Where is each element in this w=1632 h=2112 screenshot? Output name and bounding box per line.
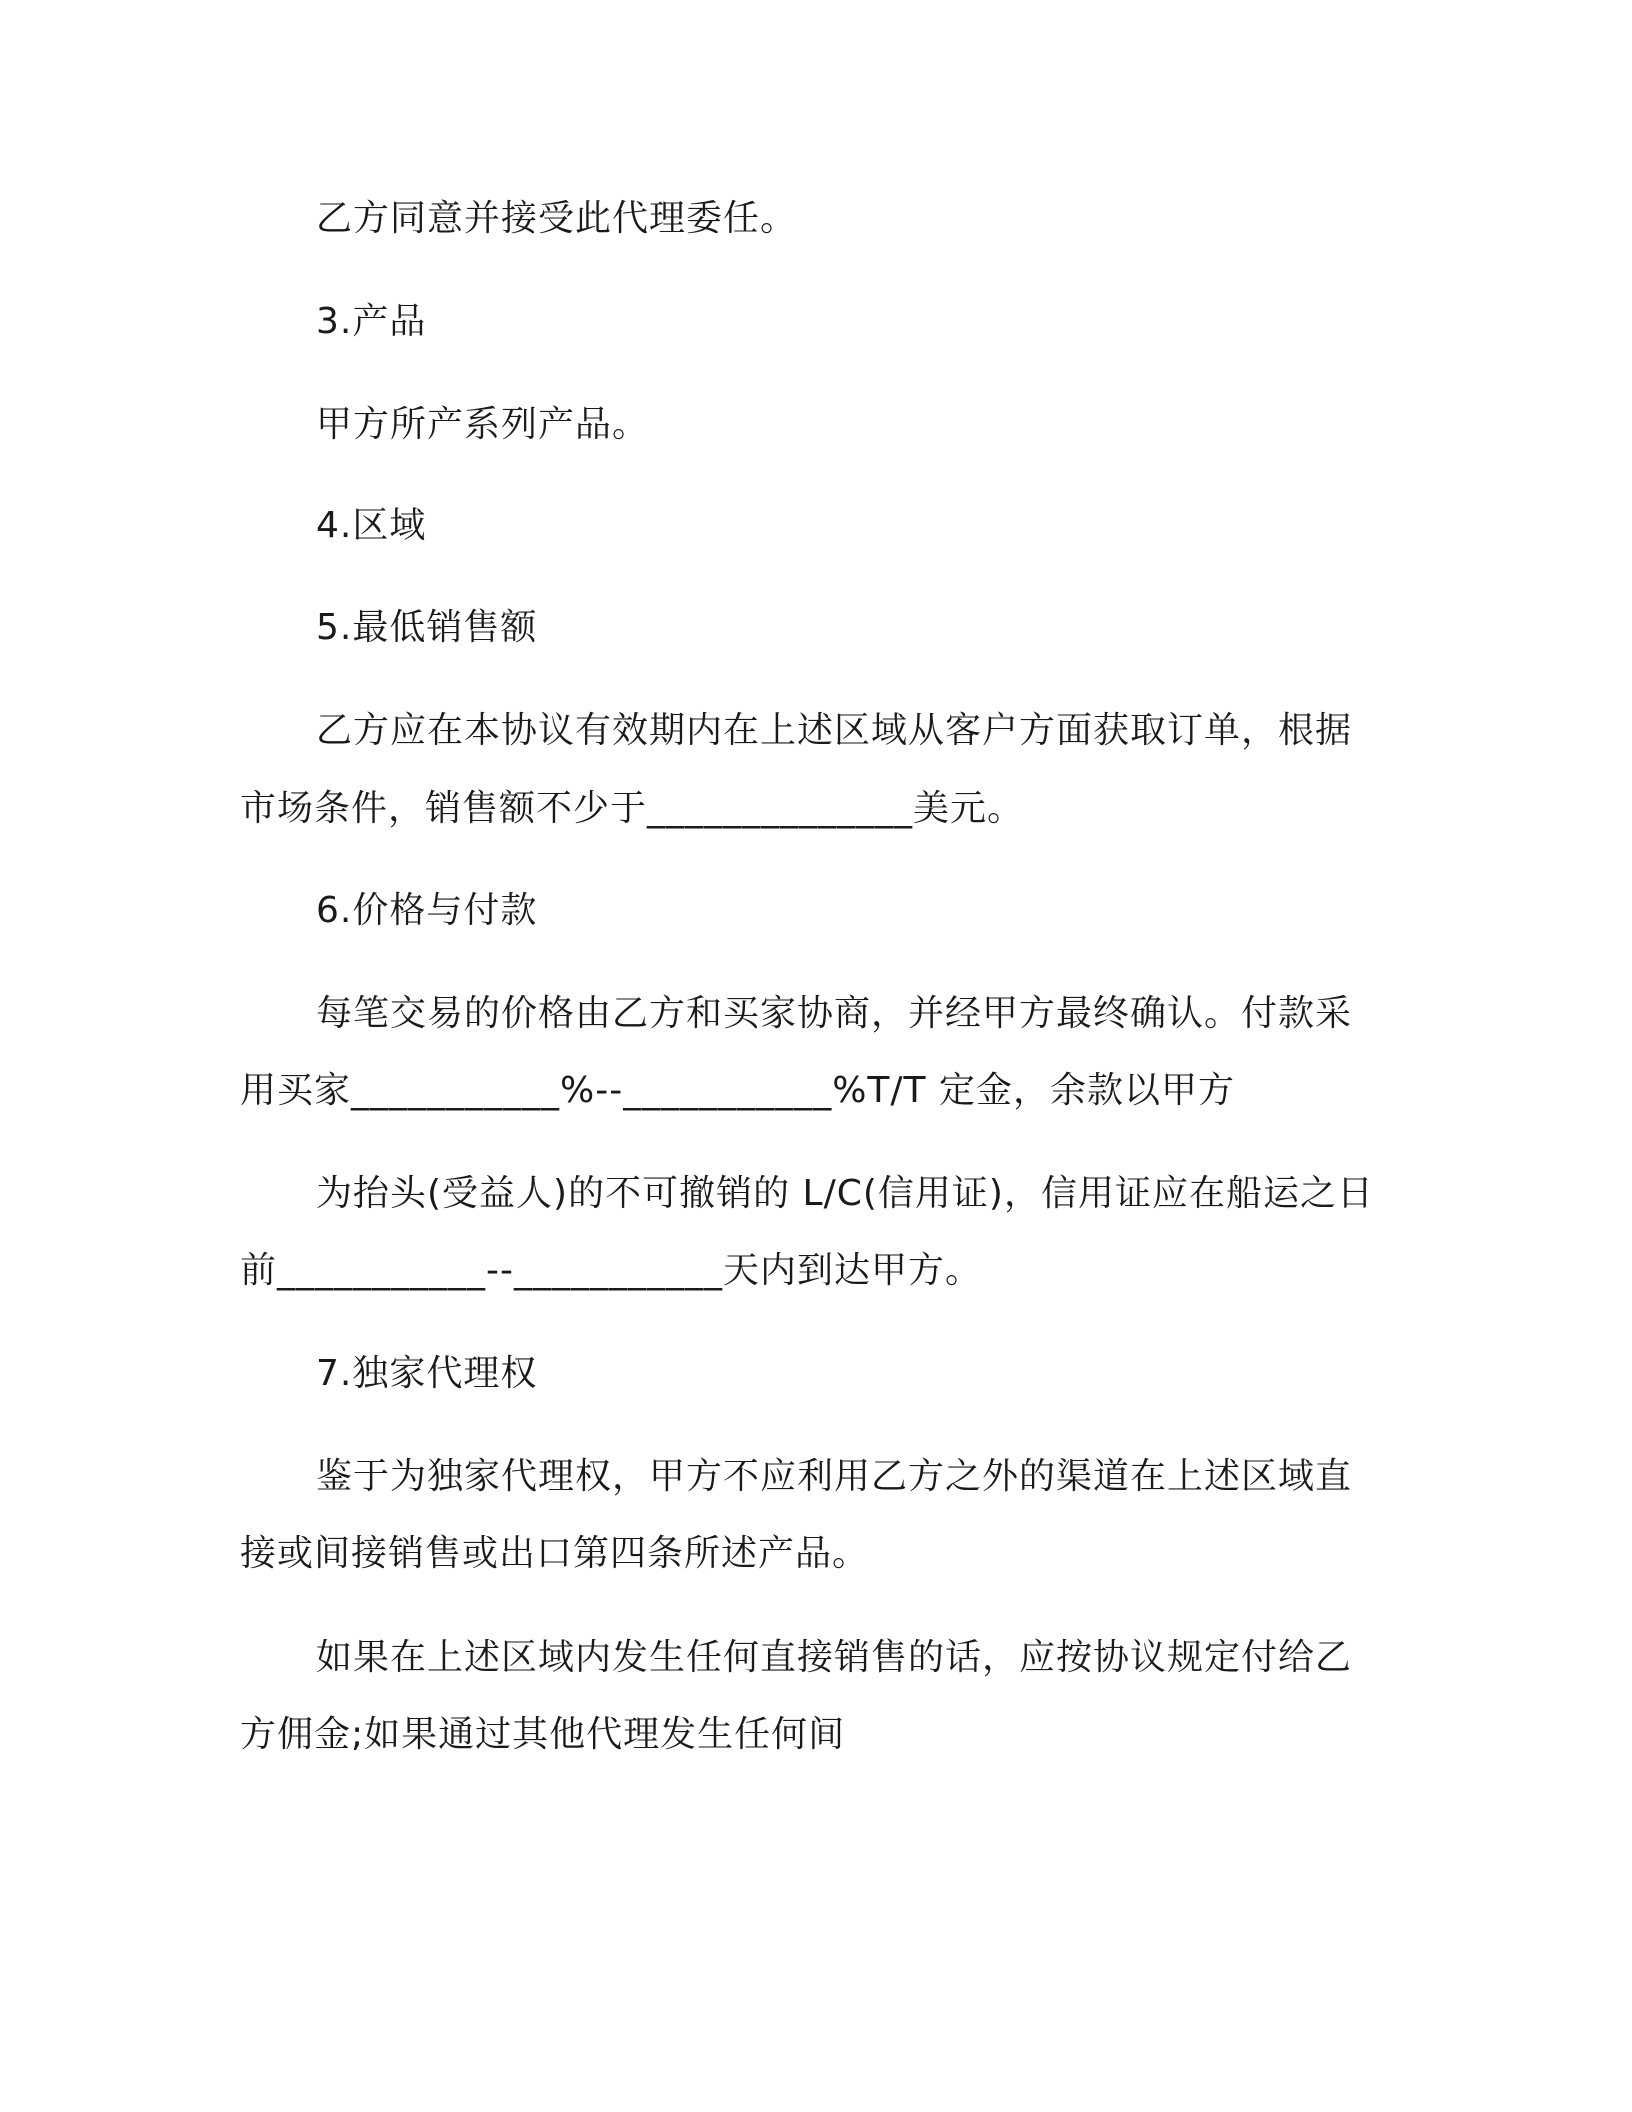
section-heading-exclusive-agency: 7.独家代理权: [316, 1353, 538, 1394]
paragraph-minimum-sales-line1: 乙方应在本协议有效期内在上述区域从客户方面获取订单，根据: [316, 710, 1353, 751]
paragraph-exclusive-line2: 接或间接销售或出口第四条所述产品。: [240, 1533, 870, 1574]
section-heading-price-payment: 6.价格与付款: [316, 890, 538, 931]
paragraph-price-line1: 每笔交易的价格由乙方和买家协商，并经甲方最终确认。付款采: [316, 993, 1353, 1034]
paragraph-minimum-sales-line2: 市场条件，销售额不少于______________美元。: [240, 788, 1025, 829]
section-heading-region: 4.区域: [316, 505, 427, 546]
paragraph-lc-line1: 为抬头(受益人)的不可撤销的 L/C(信用证)，信用证应在船运之日: [316, 1173, 1374, 1214]
paragraph-price-line2: 用买家___________%--___________%T/T 定金，余款以甲方: [240, 1070, 1235, 1111]
paragraph-acceptance: 乙方同意并接受此代理委任。: [316, 198, 798, 239]
section-heading-minimum-sales: 5.最低销售额: [316, 607, 538, 648]
paragraph-lc-line2: 前___________--___________天内到达甲方。: [240, 1250, 982, 1291]
paragraph-products: 甲方所产系列产品。: [316, 404, 650, 445]
paragraph-exclusive-line1: 鉴于为独家代理权，甲方不应利用乙方之外的渠道在上述区域直: [316, 1456, 1353, 1497]
paragraph-commission-line1: 如果在上述区域内发生任何直接销售的话，应按协议规定付给乙: [316, 1637, 1353, 1678]
section-heading-products: 3.产品: [316, 301, 427, 342]
paragraph-commission-line2: 方佣金;如果通过其他代理发生任何间: [240, 1714, 846, 1755]
